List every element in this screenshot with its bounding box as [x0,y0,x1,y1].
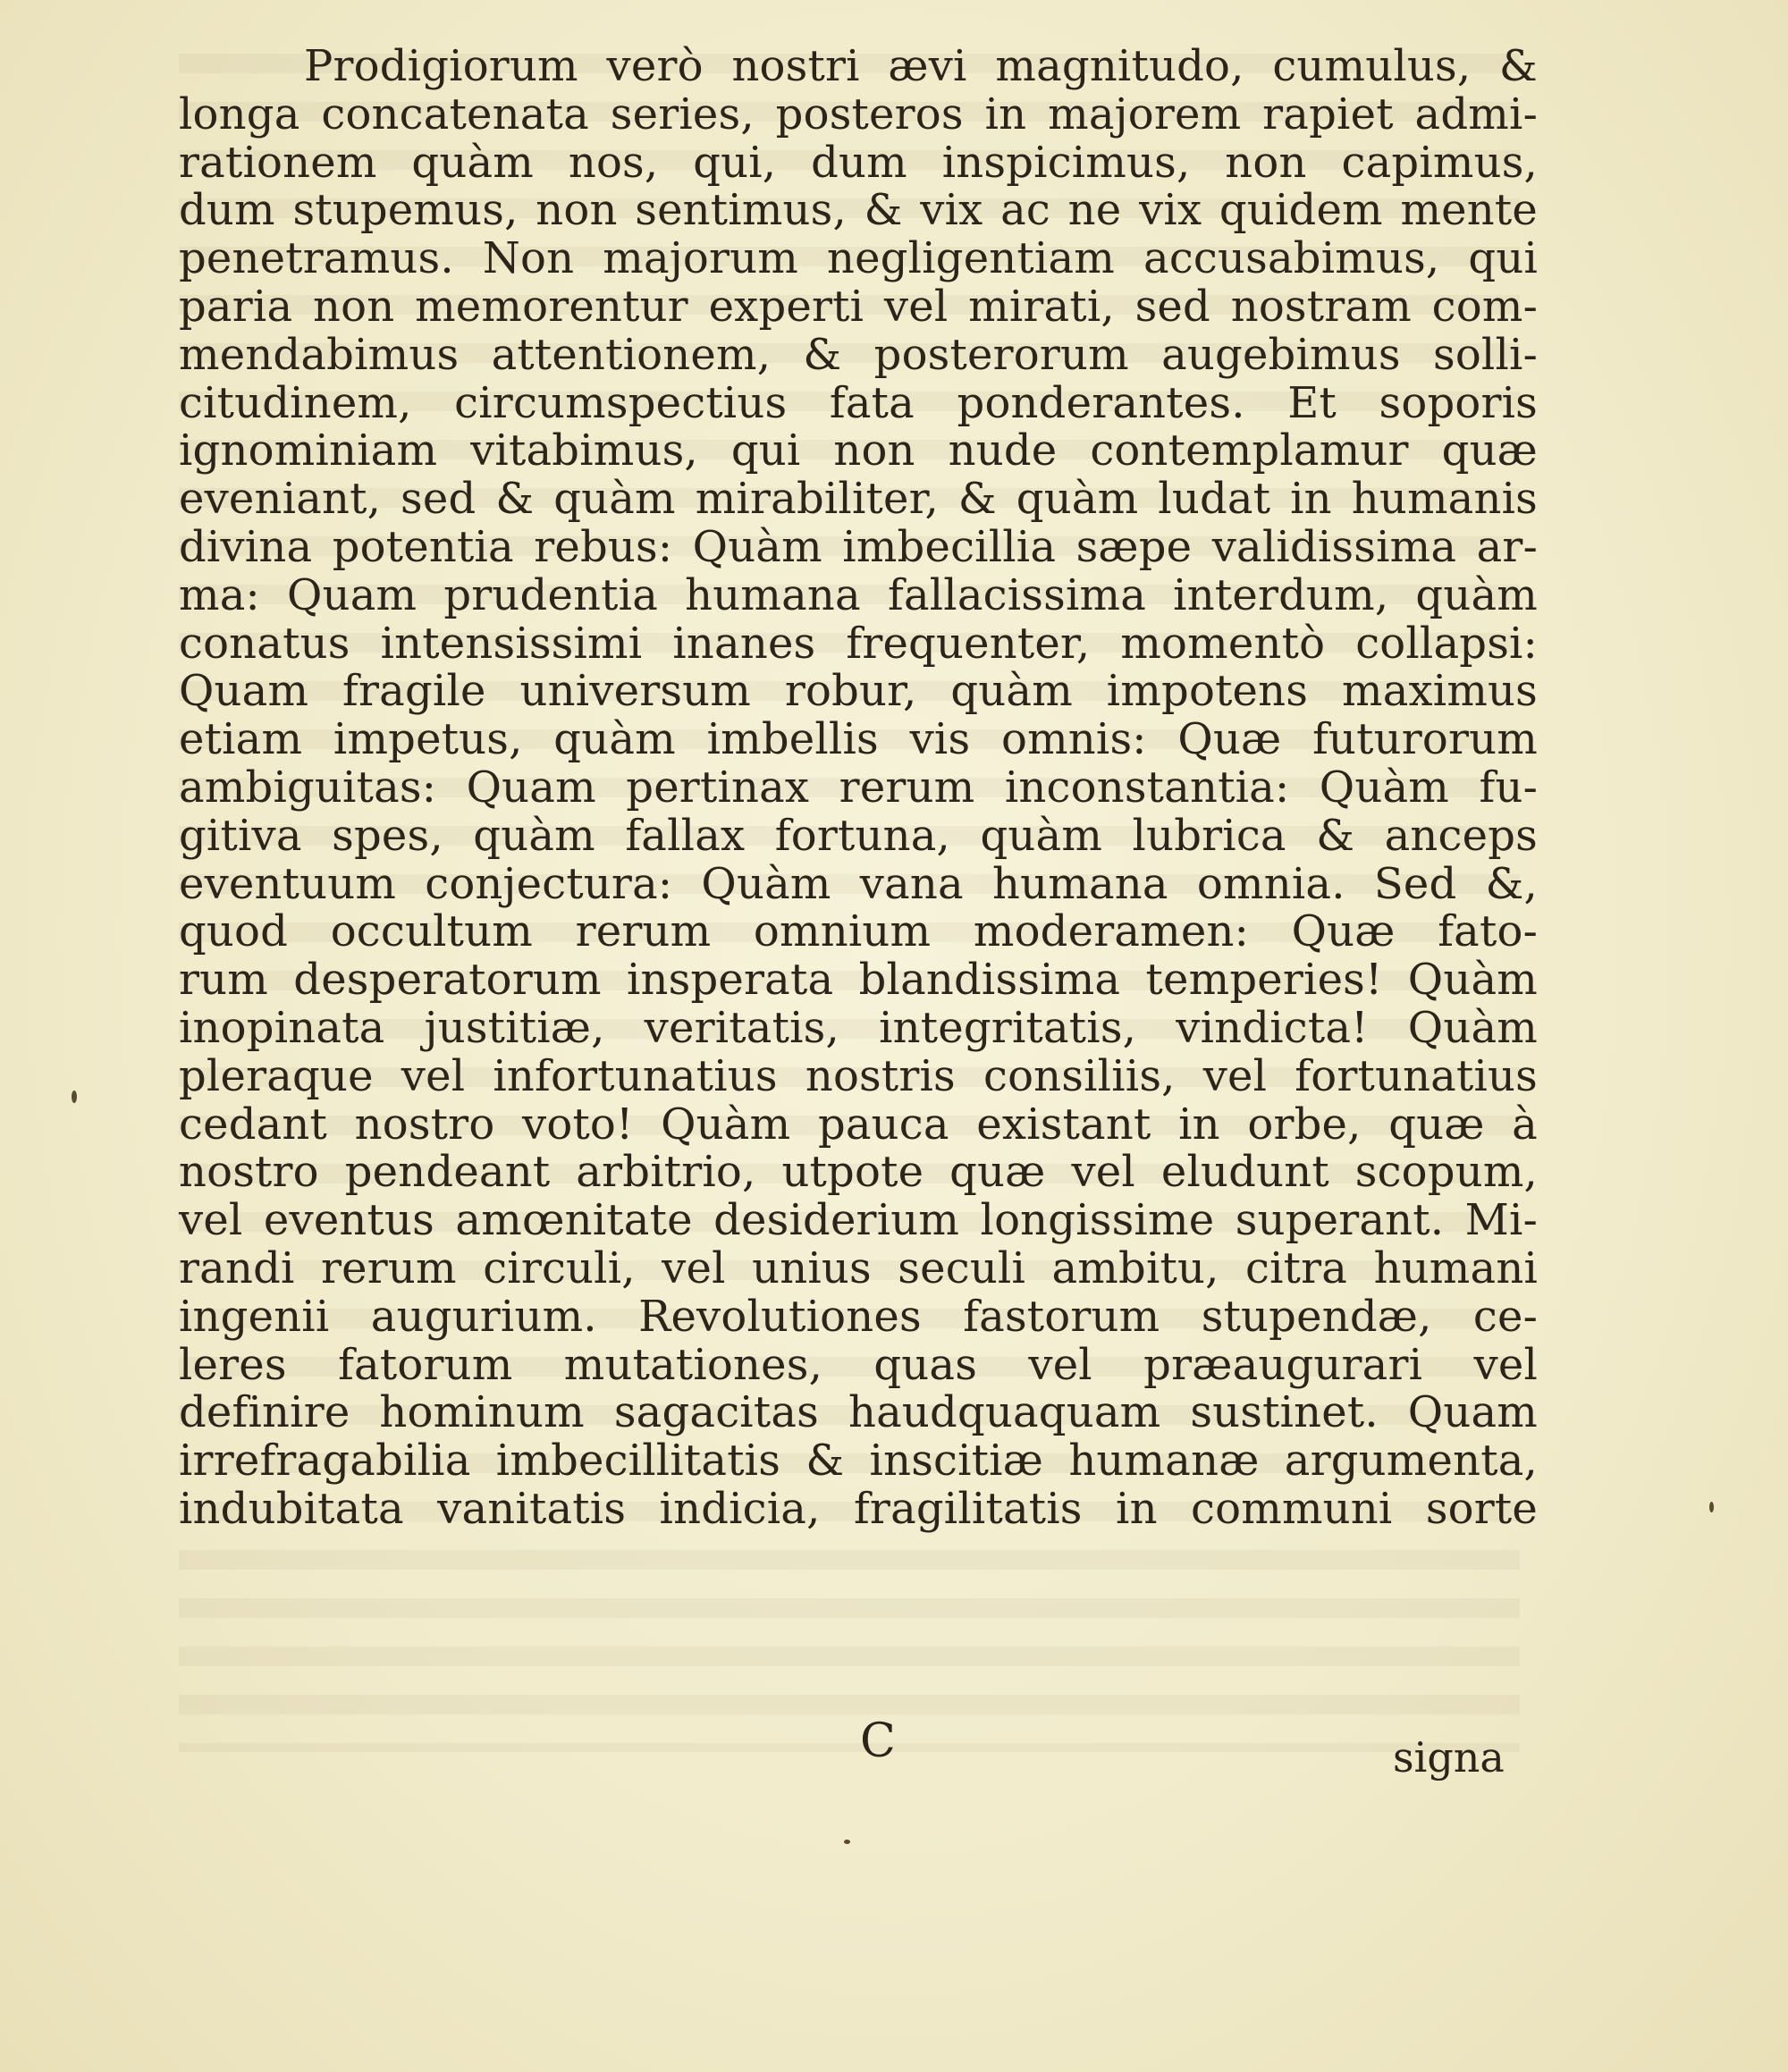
text-line: randi rerum circuli, vel unius seculi ambitu, citra humani [179,1242,1538,1293]
text-line: cedant nostro voto! Quàm pauca existant in orbe, quæ à [179,1099,1538,1150]
text-line: irrefragabilia imbecillitatis & inscitiæ humanæ argumenta, [179,1436,1538,1487]
text-line: citudinem, circumspectius fata ponderantes. Et soporis [179,377,1538,428]
text-line: etiam impetus, quàm imbellis vis omnis: Quæ futurorum [179,714,1538,765]
text-line: gitiva spes, quàm fallax fortuna, quàm lubrica & anceps [179,810,1538,861]
text-line: Quam fragile universum robur, quàm impotens maximus [179,666,1538,717]
text-line: Prodigiorum verò nostri ævi magnitudo, cumulus, & [304,41,1538,91]
text-line: ingenii augurium. Revolutiones fastorum stupendæ, ce- [179,1291,1538,1342]
text-line: ignominiam vitabimus, qui non nude contemplamur quæ [179,425,1538,476]
text-line: pleraque vel infortunatius nostris consiliis, vel fortunatius [179,1050,1538,1101]
ink-speck [1709,1502,1714,1512]
text-line: eventuum conjectura: Quàm vana humana omnia. Sed &, [179,858,1538,909]
ink-speck [844,1840,850,1844]
text-line: rum desperatorum insperata blandissima temperies! Quàm [179,955,1538,1006]
text-line: conatus intensissimi inanes frequenter, momentò collapsi: [179,618,1538,669]
text-line: penetramus. Non majorum negligentiam accusabimus, qui [179,233,1538,284]
text-line: nostro pendeant arbitrio, utpote quæ vel eludunt scopum, [179,1147,1538,1198]
text-line: dum stupemus, non sentimus, & vix ac ne vix quidem mente [179,185,1538,236]
text-line: inopinata justitiæ, veritatis, integritatis, vindicta! Quàm [179,1002,1538,1053]
text-line: ambiguitas: Quam pertinax rerum inconstantia: Quàm fu- [179,762,1538,813]
ink-speck [72,1091,77,1103]
text-line: rationem quàm nos, qui, dum inspicimus, non capimus, [179,137,1538,188]
text-line: divina potentia rebus: Quàm imbecillia sæpe validissima ar- [179,521,1538,572]
text-line: ma: Quam prudentia humana fallacissima interdum, quàm [179,569,1538,620]
text-line: quod occultum rerum omnium moderamen: Quæ fato- [179,906,1538,957]
text-line: leres fatorum mutationes, quas vel præaugurari vel [179,1339,1538,1390]
text-line: definire hominum sagacitas haudquaquam sustinet. Quam [179,1387,1538,1438]
text-line: longa concatenata series, posteros in majorem rapiet admi- [179,88,1538,139]
body-text [179,43,1538,1534]
catchword: signa [1393,1733,1505,1781]
signature-mark: C [860,1714,896,1768]
text-line: mendabimus attentionem, & posterorum augebimus solli- [179,329,1538,380]
text-line: eveniant, sed & quàm mirabiliter, & quàm ludat in humanis [179,474,1538,525]
text-line: indubitata vanitatis indicia, fragilitatis in communi sorte [179,1483,1538,1534]
text-line: paria non memorentur experti vel mirati, sed nostram com- [179,281,1538,332]
text-line: vel eventus amœnitate desiderium longissime superant. Mi- [179,1195,1538,1246]
